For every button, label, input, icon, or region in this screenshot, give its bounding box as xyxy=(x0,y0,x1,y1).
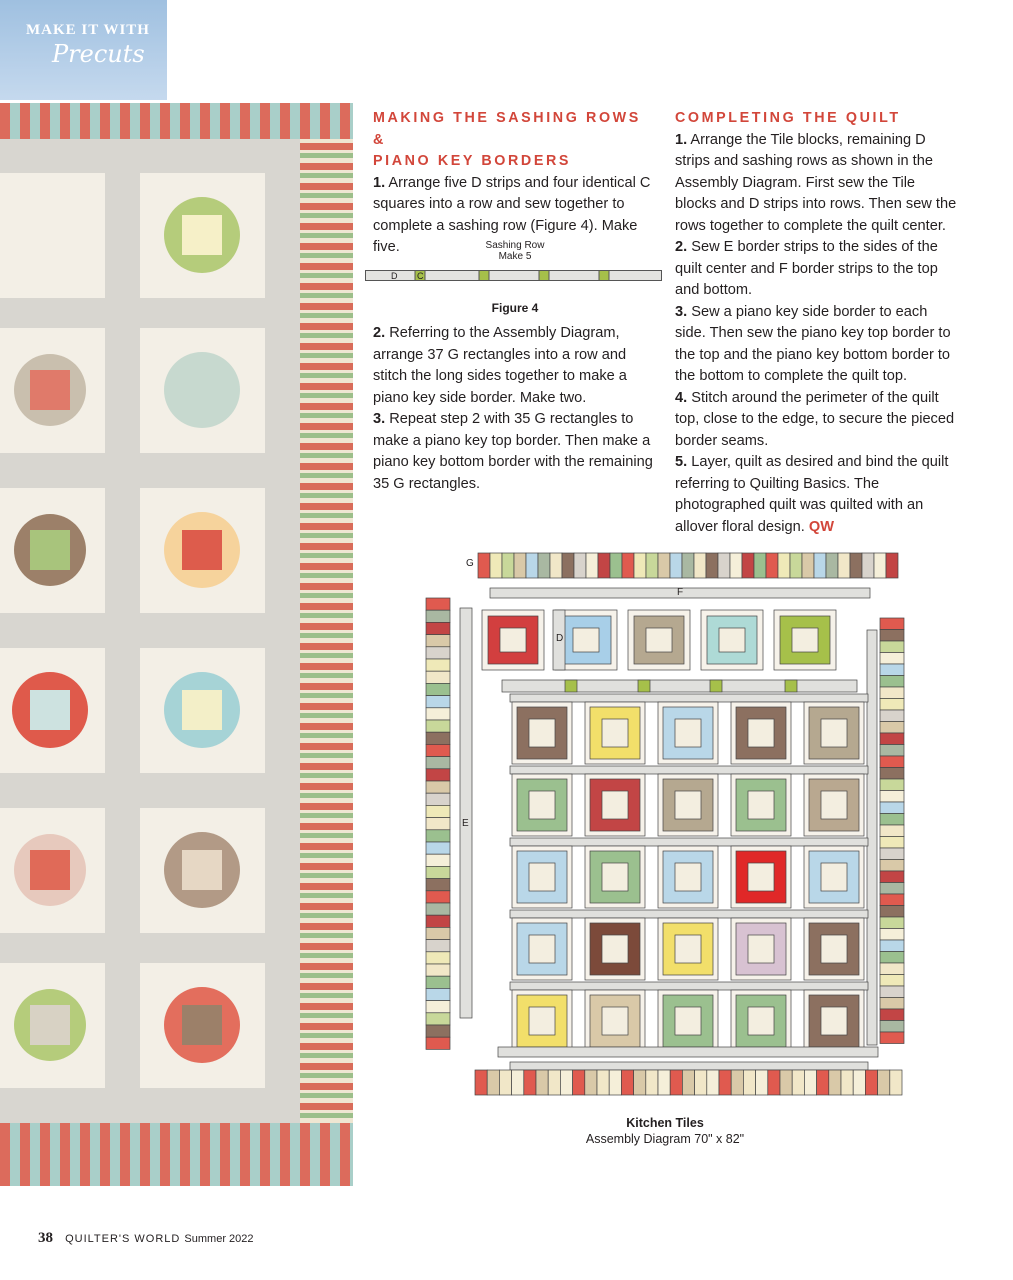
piano-key xyxy=(538,553,550,578)
sashing-row-drawing xyxy=(365,269,663,283)
piano-key xyxy=(426,952,450,964)
piano-key xyxy=(880,952,904,964)
piano-key xyxy=(730,553,742,578)
piano-key xyxy=(610,553,622,578)
piano-key xyxy=(706,553,718,578)
piano-key xyxy=(886,553,898,578)
piano-key xyxy=(880,722,904,734)
tile-block-center xyxy=(602,719,628,747)
piano-key xyxy=(560,1070,572,1095)
piano-key xyxy=(426,927,450,939)
piano-key xyxy=(426,647,450,659)
piano-key xyxy=(790,553,802,578)
piano-key xyxy=(426,659,450,671)
piano-key xyxy=(585,1070,597,1095)
tile-block-center xyxy=(748,935,774,963)
sashing-square xyxy=(710,680,722,692)
piano-key xyxy=(487,1070,499,1095)
step-number: 1. xyxy=(373,174,386,191)
piano-key xyxy=(426,805,450,817)
piano-key xyxy=(707,1070,719,1095)
piano-key xyxy=(682,1070,694,1095)
piano-key xyxy=(426,610,450,622)
piano-key xyxy=(514,553,526,578)
piano-key xyxy=(426,1025,450,1037)
banner-line1: MAKE IT WITH xyxy=(26,22,150,38)
sashing-square xyxy=(785,680,797,692)
border-strip-e xyxy=(460,608,472,1018)
piano-key xyxy=(502,553,514,578)
piano-key xyxy=(792,1070,804,1095)
piano-key xyxy=(526,553,538,578)
piano-key xyxy=(426,976,450,988)
label-g: G xyxy=(466,558,474,569)
tile-block-center xyxy=(529,719,555,747)
piano-key xyxy=(621,1070,633,1095)
piano-key xyxy=(880,733,904,745)
piano-key xyxy=(658,1070,670,1095)
step-text: Sew a piano key side border to each side. Then sew the piano key top border to the top and the piano key bottom border to the bottom to complete the quilt top. xyxy=(675,303,951,384)
diagram-caption xyxy=(500,1115,830,1147)
step-paragraph xyxy=(675,388,960,453)
piano-key xyxy=(597,1070,609,1095)
sashing-row xyxy=(510,838,868,846)
tile-block-center xyxy=(675,719,701,747)
piano-key xyxy=(609,1070,621,1095)
tile-block-center xyxy=(821,935,847,963)
border-strip-f xyxy=(498,1047,878,1057)
piano-key xyxy=(880,791,904,803)
tile-block-center xyxy=(821,791,847,819)
piano-key xyxy=(880,745,904,757)
piano-key xyxy=(426,720,450,732)
piano-key xyxy=(426,866,450,878)
piano-key xyxy=(426,732,450,744)
piano-key xyxy=(890,1070,902,1095)
piano-key xyxy=(426,708,450,720)
piano-key xyxy=(646,1070,658,1095)
piano-key xyxy=(426,635,450,647)
piano-key xyxy=(622,553,634,578)
tile-block-center xyxy=(529,1007,555,1035)
step-paragraph xyxy=(373,323,658,409)
piano-key xyxy=(670,1070,682,1095)
step-number: 3. xyxy=(675,303,688,320)
piano-key xyxy=(829,1070,841,1095)
step-paragraph xyxy=(675,237,960,302)
step-text: Stitch around the perimeter of the quilt top, close to the edge, to secure the pieced border seams. xyxy=(675,389,955,449)
piano-key xyxy=(880,676,904,688)
diagram-title: Kitchen Tiles xyxy=(626,1116,704,1130)
tile-block-center xyxy=(748,1007,774,1035)
tile-block-center xyxy=(602,791,628,819)
piano-key xyxy=(778,553,790,578)
piano-key xyxy=(426,793,450,805)
figure-subtitle: Make 5 xyxy=(498,251,532,262)
piano-key xyxy=(426,622,450,634)
page-footer xyxy=(38,1230,254,1247)
tile-block-center xyxy=(675,935,701,963)
step-number: 5. xyxy=(675,454,688,470)
piano-key xyxy=(880,641,904,653)
piano-key xyxy=(426,1013,450,1025)
piano-key xyxy=(426,818,450,830)
piano-key xyxy=(814,553,826,578)
tile-block-center xyxy=(675,863,701,891)
tile-block-center xyxy=(646,628,672,652)
piano-key xyxy=(880,998,904,1010)
piano-key xyxy=(754,553,766,578)
piano-key xyxy=(478,553,490,578)
piano-key xyxy=(586,553,598,578)
piano-key xyxy=(880,1009,904,1021)
tile-block-center xyxy=(573,628,599,652)
border-strip-e xyxy=(867,630,877,1045)
piano-key xyxy=(756,1070,768,1095)
piano-key xyxy=(670,553,682,578)
piano-key xyxy=(731,1070,743,1095)
figure-caption: Figure 4 xyxy=(491,301,539,315)
piano-key xyxy=(634,1070,646,1095)
piano-key xyxy=(646,553,658,578)
piano-key xyxy=(880,986,904,998)
piano-key xyxy=(804,1070,816,1095)
piano-key xyxy=(880,653,904,665)
tile-block-center xyxy=(529,935,555,963)
piano-key xyxy=(880,906,904,918)
piano-key xyxy=(853,1070,865,1095)
figure-4 xyxy=(365,240,663,320)
section-heading: MAKING THE SASHING ROWS & xyxy=(373,110,641,148)
label-e: E xyxy=(462,818,469,829)
issue-date: Summer 2022 xyxy=(184,1233,254,1245)
figure-label-d: D xyxy=(391,271,398,281)
piano-key xyxy=(426,671,450,683)
sashing-row xyxy=(510,910,868,918)
step-text: Sew E border strips to the sides of the quilt center and F border strips to the top and bottom. xyxy=(675,239,938,298)
tile-block-center xyxy=(748,791,774,819)
piano-key xyxy=(719,1070,731,1095)
step-text: Layer, quilt as desired and bind the quilt referring to Quilting Basics. The photographed quilt was quilted with an allover floral design. xyxy=(675,454,949,535)
piano-key xyxy=(880,814,904,826)
piano-key xyxy=(426,769,450,781)
step-text: Arrange the Tile blocks, remaining D strips and sashing rows as shown in the Assembly Diagram. First sew the Tile blocks and D strips into rows. Then sew the rows together to complete the quilt center. xyxy=(675,131,957,234)
piano-key xyxy=(426,891,450,903)
piano-key xyxy=(426,903,450,915)
piano-key xyxy=(426,598,450,610)
piano-key xyxy=(780,1070,792,1095)
piano-key xyxy=(817,1070,829,1095)
piano-key xyxy=(880,1032,904,1044)
piano-key xyxy=(634,553,646,578)
sashing-row xyxy=(510,982,868,990)
piano-key xyxy=(880,768,904,780)
step-paragraph xyxy=(675,302,960,388)
sashing-instructions xyxy=(373,108,658,259)
piano-key xyxy=(880,756,904,768)
tile-block-center xyxy=(500,628,526,652)
figure-title: Sashing Row xyxy=(485,240,545,251)
step-text: Referring to the Assembly Diagram, arrange 37 G rectangles into a row and stitch the long sides together to make a piano key side border. Make two. xyxy=(373,325,627,406)
diagram-subtitle: Assembly Diagram 70" x 82" xyxy=(585,1132,745,1146)
piano-key xyxy=(426,988,450,1000)
step-text: Repeat step 2 with 35 G rectangles to make a piano key top border. Then make a piano key bottom border with the remaining 35 G rectangles. xyxy=(373,411,653,492)
piano-key xyxy=(880,687,904,699)
quilt-photo xyxy=(0,103,353,1186)
piano-key xyxy=(826,553,838,578)
piano-key xyxy=(880,883,904,895)
piano-key xyxy=(426,781,450,793)
piano-key xyxy=(880,710,904,722)
section-heading: COMPLETING THE QUILT xyxy=(675,110,901,126)
piano-key xyxy=(512,1070,524,1095)
figure-label-c: C xyxy=(417,271,424,281)
sashing-row xyxy=(502,680,857,692)
tile-block-center xyxy=(602,1007,628,1035)
piano-key xyxy=(865,1070,877,1095)
piano-key xyxy=(536,1070,548,1095)
piano-key xyxy=(880,825,904,837)
piano-key xyxy=(426,964,450,976)
piano-key xyxy=(880,894,904,906)
piano-key xyxy=(426,757,450,769)
piano-key xyxy=(426,744,450,756)
piano-key xyxy=(841,1070,853,1095)
piano-key xyxy=(598,553,610,578)
tile-block-center xyxy=(821,719,847,747)
step-paragraph xyxy=(373,409,658,495)
piano-key xyxy=(880,860,904,872)
assembly-diagram-drawing xyxy=(420,550,915,1100)
piano-key xyxy=(850,553,862,578)
piano-key xyxy=(862,553,874,578)
step-paragraph xyxy=(675,452,960,538)
page-number: 38 xyxy=(38,1230,53,1246)
piano-key-instructions xyxy=(373,323,658,495)
piano-key xyxy=(562,553,574,578)
piano-key xyxy=(426,1037,450,1049)
piano-key xyxy=(838,553,850,578)
piano-key xyxy=(550,553,562,578)
signoff-logo: QW xyxy=(808,518,834,535)
piano-key xyxy=(766,553,778,578)
piano-key xyxy=(490,553,502,578)
piano-key xyxy=(880,848,904,860)
piano-key xyxy=(426,854,450,866)
piano-key xyxy=(743,1070,755,1095)
piano-key xyxy=(768,1070,780,1095)
completing-instructions xyxy=(675,108,960,538)
magazine-name: QUILTER'S WORLD xyxy=(65,1233,181,1245)
tile-block-center xyxy=(529,791,555,819)
piano-key xyxy=(682,553,694,578)
piano-key xyxy=(475,1070,487,1095)
step-text: Arrange five D strips and four identical C squares into a row and sew together to complete a sashing row (Figure 4). Make five. xyxy=(373,174,651,255)
piano-key xyxy=(524,1070,536,1095)
tile-block-center xyxy=(602,935,628,963)
piano-key xyxy=(426,1001,450,1013)
piano-key xyxy=(880,802,904,814)
sashing-square xyxy=(638,680,650,692)
piano-key xyxy=(880,699,904,711)
label-d: D xyxy=(556,633,564,644)
piano-key xyxy=(880,618,904,630)
piano-key xyxy=(658,553,670,578)
step-number: 1. xyxy=(675,131,688,148)
piano-key xyxy=(718,553,730,578)
piano-key xyxy=(880,779,904,791)
label-f: F xyxy=(677,587,684,598)
piano-key xyxy=(499,1070,511,1095)
piano-key xyxy=(426,842,450,854)
piano-key xyxy=(426,915,450,927)
tile-block-center xyxy=(821,1007,847,1035)
piano-key xyxy=(694,553,706,578)
section-heading-line2: PIANO KEY BORDERS xyxy=(373,153,572,169)
piano-key xyxy=(880,975,904,987)
tile-block-center xyxy=(719,628,745,652)
tile-block-center xyxy=(748,719,774,747)
piano-key xyxy=(880,929,904,941)
sashing-square xyxy=(565,680,577,692)
tile-block-center xyxy=(821,863,847,891)
piano-key xyxy=(426,879,450,891)
piano-key xyxy=(874,553,886,578)
piano-key xyxy=(880,917,904,929)
piano-key xyxy=(880,1021,904,1033)
step-number: 2. xyxy=(675,239,688,255)
tile-block-center xyxy=(529,863,555,891)
piano-key xyxy=(426,830,450,842)
piano-key xyxy=(573,1070,585,1095)
tile-block-center xyxy=(675,791,701,819)
banner-line2: Precuts xyxy=(52,40,145,68)
piano-key xyxy=(695,1070,707,1095)
tile-block-center xyxy=(792,628,818,652)
piano-key xyxy=(426,696,450,708)
piano-key xyxy=(548,1070,560,1095)
tile-block-center xyxy=(748,863,774,891)
precuts-banner xyxy=(0,0,167,100)
step-paragraph xyxy=(675,130,960,238)
step-number: 4. xyxy=(675,389,688,406)
piano-key xyxy=(880,630,904,642)
piano-key xyxy=(426,940,450,952)
piano-key xyxy=(880,837,904,849)
piano-key xyxy=(574,553,586,578)
sashing-row xyxy=(510,1062,868,1070)
tile-block-center xyxy=(602,863,628,891)
sashing-row xyxy=(510,766,868,774)
sashing-row xyxy=(510,694,868,702)
piano-key xyxy=(802,553,814,578)
step-number: 2. xyxy=(373,325,386,341)
piano-key xyxy=(426,683,450,695)
piano-key xyxy=(880,664,904,676)
assembly-diagram xyxy=(420,550,915,1100)
piano-key xyxy=(880,940,904,952)
piano-key xyxy=(880,871,904,883)
piano-key xyxy=(880,963,904,975)
tile-block-center xyxy=(675,1007,701,1035)
step-number: 3. xyxy=(373,411,386,427)
piano-key xyxy=(878,1070,890,1095)
piano-key xyxy=(742,553,754,578)
